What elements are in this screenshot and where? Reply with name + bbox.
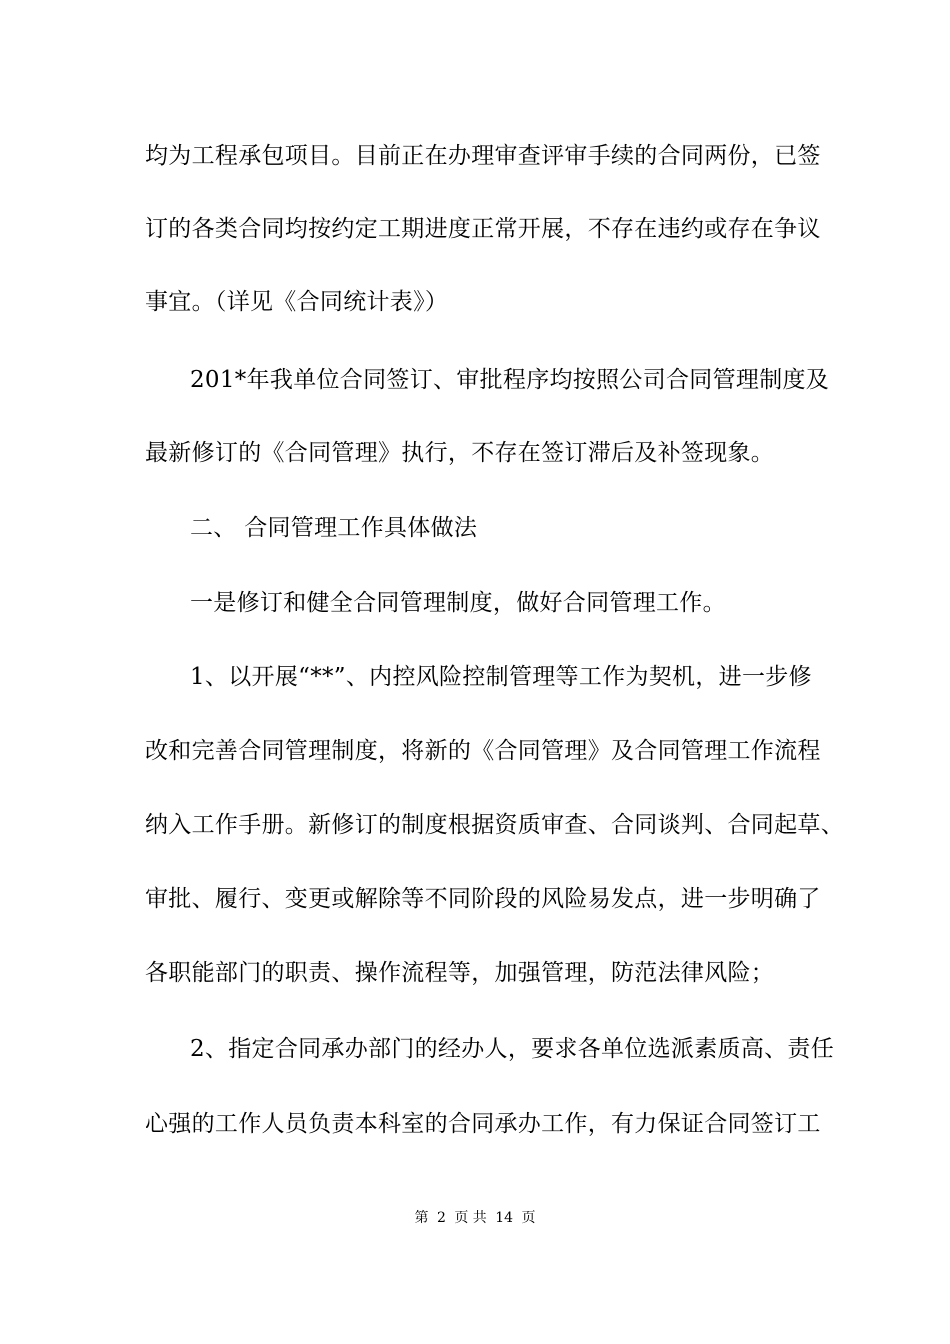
footer-middle: 页 共	[454, 1210, 487, 1226]
text-line: 2、指定合同承办部门的经办人，要求各单位选派素质高、责任	[190, 1036, 835, 1062]
page-footer	[0, 1208, 950, 1228]
text-line: 201*年我单位合同签订、审批程序均按照公司合同管理制度及	[190, 367, 830, 393]
text-line: 纳入工作手册。新修订的制度根据资质审查、合同谈判、合同起草、	[145, 812, 844, 838]
section-heading: 二、 合同管理工作具体做法	[190, 515, 478, 541]
text-line: 改和完善合同管理制度，将新的《合同管理》及合同管理工作流程	[145, 738, 821, 764]
text-line: 各职能部门的职责、操作流程等，加强管理，防范法律风险；	[145, 960, 775, 986]
footer-current-page: 2	[436, 1210, 446, 1226]
footer-total-pages: 14	[495, 1210, 514, 1226]
footer-prefix: 第	[414, 1210, 429, 1226]
text-line: 均为工程承包项目。目前正在办理审查评审手续的合同两份，已签	[145, 143, 821, 169]
text-line: 1、以开展“**”、内控风险控制管理等工作为契机，进一步修	[190, 664, 812, 690]
text-line: 审批、履行、变更或解除等不同阶段的风险易发点，进一步明确了	[145, 886, 821, 912]
text-line: 心强的工作人员负责本科室的合同承办工作，有力保证合同签订工	[145, 1111, 821, 1137]
text-line: 一是修订和健全合同管理制度，做好合同管理工作。	[190, 590, 726, 616]
text-line: 最新修订的《合同管理》执行，不存在签订滞后及补签现象。	[145, 440, 775, 466]
text-line: 事宜。（详见《合同统计表》）	[145, 289, 449, 315]
text-line: 订的各类合同均按约定工期进度正常开展，不存在违约或存在争议	[145, 216, 821, 242]
footer-suffix: 页	[521, 1210, 536, 1226]
